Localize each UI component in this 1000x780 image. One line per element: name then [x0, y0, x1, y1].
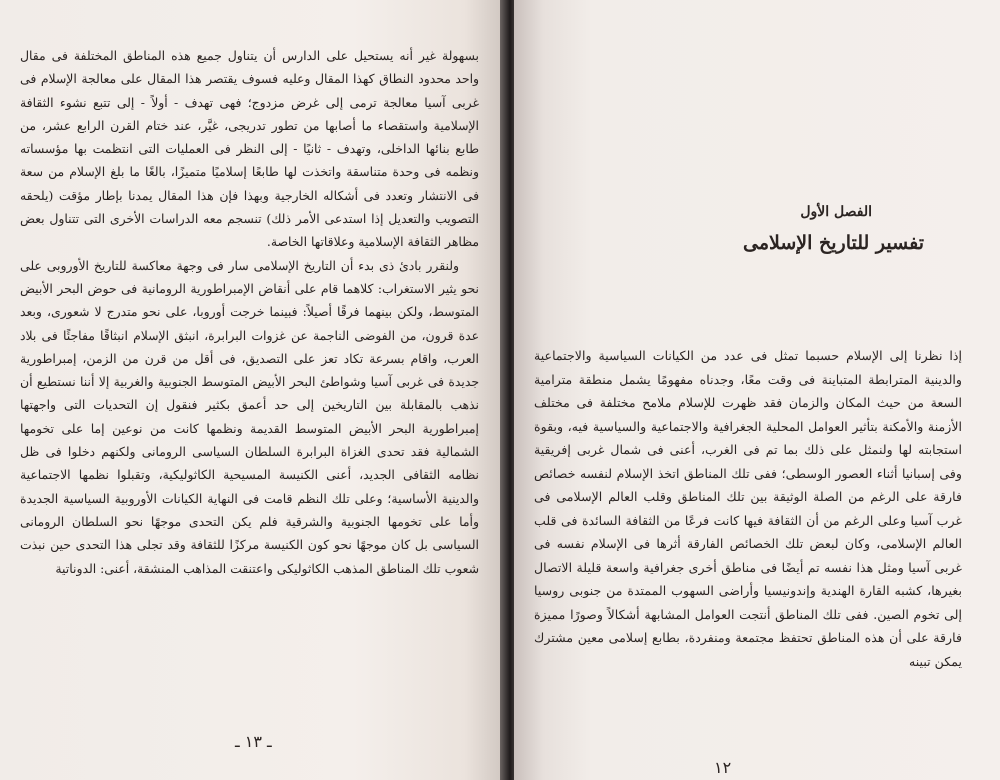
right-paragraph-1: إذا نظرنا إلى الإسلام حسبما تمثل فى عدد من الكيانات السياسية والاجتماعية والدينية المترابطة المتباينة فى وقت معًا، وجدناه مفهومًا يشمل منطقة مترامية السعة من حيث المكان والزمان فقد ظهرت للإسلام ملامح مختلفة فى مختلف الأزمنة والأمكنة بتأثير العوامل المحلية الجغرافية والاجتماعية والسياسية فيه، وبقوة استجابته لها ولنمثل على ذلك بما تم فى الغرب، أعنى فى شمال غربى إفريقية وفى إسبانيا أثناء العصور الوسطى؛ ففى تلك المناطق اتخذ الإسلام لنفسه خصائص فارقة على الرغم من الصلة الوثيقة بين تلك المناطق وقلب العالم الإسلامى فى غرب آسيا وعلى الرغم من أن الثقافة فيها كانت فرعًا من الثقافة السائدة فى قلب العالم الإسلامى، وكان لبعض تلك الخصائص الفارقة أثرها فى الإسلام نفسه فى غربى آسيا ومثل هذا نفسه تم أيضًا فى مناطق أخرى جغرافية واسعة قليلة الاتصال بغيرها، كشبه القارة الهندية وإندونيسيا وأراضى السهوب الممتدة من جنوبى روسيا إلى تخوم الصين. ففى تلك المناطق أنتجت العوامل المشابهة أشكالاً وصورًا مميزة فارقة على أن هذه المناطق تحتفظ مجتمعة ومنفردة، بطابع إسلامى معين مشترك يمكن تبينه: [534, 348, 962, 669]
left-paragraph-1: بسهولة غير أنه يستحيل على الدارس أن يتناول جميع هذه المناطق المختلفة فى مقال واحد محدود النطاق كهذا المقال وعليه فسوف يقتصر هذا المقال على معالجة الإسلام فى غربى آسيا معالجة ترمى إلى غرض مزدوج؛ فهى تهدف - أولاً - إلى تتبع نشوء الثقافة الإسلامية واستقصاء ما أصابها من تطور تدريجى، غيَّر، عند ختام القرن الرابع عشر، من طابع بنائها الداخلى، وتهدف - ثانيًا - إلى النظر فى العمليات التى انتظمت بها مؤسساته ونظمه فى وحدة متناسقة واتخذت لها طابعًا إسلاميًا متميزًا، بالغًا ما بلغ الإسلام من سعة فى الانتشار وتعدد فى أشكاله الخارجية وبهذا فإن هذا المقال يمدنا بإطار مؤقت (يلحقه التصويب والتعديل إذا استدعى الأمر ذلك) تنسجم معه الدراسات الأخرى التى تتناول بعض مظاهر الثقافة الإسلامية وعلاقاتها الخاصة.: [20, 48, 479, 250]
left-page-number: ـ ١٣ ـ: [235, 732, 272, 751]
right-page-number: ١٢: [714, 758, 732, 777]
chapter-label: الفصل الأول: [800, 204, 872, 220]
left-paragraph-2: ولنقرر بادئ ذى بدء أن التاريخ الإسلامى سار فى وجهة معاكسة للتاريخ الأوروبى على نحو يثير الاستغراب: كلاهما قام على أنقاض الإمبراطورية الرومانية فى حوض البحر الأبيض المتوسط، ولكن بينهما فرقًا أصيلاً: فبينما خرجت أوروبا، على نحو متدرج لا شعورى، وبعد عدة قرون، من الفوضى الناجمة عن غزوات البرابرة، انبثق الإسلام انبثاقًا مفاجئًا فى بلاد العرب، واقام بسرعة تكاد تعز على التصديق، فى أقل من قرن من الزمن، إمبراطورية جديدة فى غربى آسيا وشواطئ البحر الأبيض المتوسط الجنوبية والغربية إلا أننا نستطيع أن نذهب بالمقابلة بين التاريخين إلى حد أعمق بكثير فنقول إن التحديات التى واجهتها إمبراطورية البحر الأبيض المتوسط القديمة ونظمها كانت من نوعين إما على تخومها الشمالية فقد تحدى الغزاة البرابرة السلطان السياسى الرومانى ولكنهم دخلوا فى ظل نظامه الثقافى الجديد، أعنى الكنيسة المسيحية الكاثوليكية، وتقبلوا نظمها الاجتماعية والدينية الأساسية؛ وعلى تلك النظم قامت فى النهاية الكيانات الأوروبية السياسية الجديدة وأما على تخومها الجنوبية والشرقية فلم يكن التحدى موجهًا نحو السلطان الرومانى السياسى بل كان موجهًا نحو كون الكنيسة مركزًا للثقافة وقد تجلى هذا التحدى حين نبذت شعوب تلك المناطق المذهب الكاثوليكى واعتنقت المذاهب المنشقة، أعنى: الدوناتية: [20, 257, 479, 576]
chapter-title: تفسير للتاريخ الإسلامى: [742, 232, 924, 254]
right-page-body: [534, 344, 962, 673]
right-page: [514, 0, 1000, 780]
